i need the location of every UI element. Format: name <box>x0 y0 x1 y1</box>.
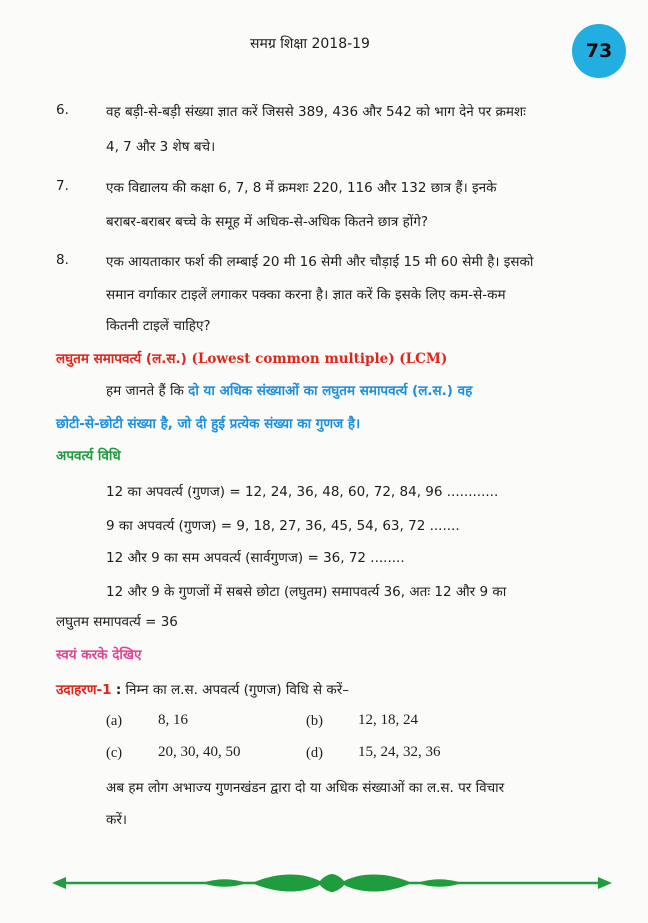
question-text-line: समान वर्गाकार टाइलें लगाकर पक्का करना है। ज्ञात करें कि इसके लिए कम-से-कम <box>106 287 506 303</box>
option-label: (d) <box>306 745 323 761</box>
option-value: 8, 16 <box>158 712 188 728</box>
definition-intro: हम जानते हैं कि <box>106 383 184 399</box>
lcm-heading <box>56 349 447 367</box>
footer-ornament-icon <box>52 868 612 898</box>
closing-line: करें। <box>106 812 128 828</box>
try-yourself-heading: स्वयं करके देखिए <box>56 647 142 663</box>
conclusion-line: 12 और 9 के गुणजों में सबसे छोटा (लघुतम) समापवर्त्य 36, अतः 12 और 9 का <box>106 584 507 600</box>
example-text: निम्न का ल.स. अपवर्त्य (गुणज) विधि से करें– <box>125 682 350 698</box>
question-number: 8. <box>56 252 69 268</box>
option-value: 15, 24, 32, 36 <box>358 744 441 760</box>
definition-highlight: दो या अधिक संख्याओं का लघुतम समापवर्त्य (ल.स.) वह <box>188 383 473 399</box>
question-text-line: बराबर-बराबर बच्चे के समूह में अधिक-से-अधिक कितने छात्र होंगे? <box>106 214 429 230</box>
multiples-line: 9 का अपवर्त्य (गुणज) = 9, 18, 27, 36, 45, 54, 63, 72 ....... <box>106 518 460 534</box>
example-colon: : <box>115 682 122 698</box>
page-header-title: समग्र शिक्षा 2018-19 <box>250 36 370 52</box>
multiples-line: 12 और 9 का सम अपवर्त्य (सार्वगुणज) = 36, 72 ........ <box>106 550 405 566</box>
lcm-heading-hindi: लघुतम समापवर्त्य (ल.स.) <box>56 351 187 367</box>
question-text-line: एक आयताकार फर्श की लम्बाई 20 मी 16 सेमी और चौड़ाई 15 मी 60 सेमी है। इसको <box>106 254 534 270</box>
question-text-line: एक विद्यालय की कक्षा 6, 7, 8 में क्रमशः 220, 116 और 132 छात्र हैं। इनके <box>106 180 497 196</box>
option-label: (b) <box>306 713 323 729</box>
definition-highlight: छोटी-से-छोटी संख्या है, जो दी हुई प्रत्येक संख्या का गुणज है। <box>56 416 361 432</box>
question-number: 7. <box>56 178 69 194</box>
option-value: 20, 30, 40, 50 <box>158 744 241 760</box>
question-text-line: कितनी टाइलें चाहिए? <box>106 318 211 334</box>
lcm-heading-english: (Lowest common multiple) (LCM) <box>191 351 448 367</box>
definition-line <box>106 381 472 399</box>
method-heading: अपवर्त्य विधि <box>56 448 121 464</box>
question-text-line: वह बड़ी-से-बड़ी संख्या ज्ञात करें जिससे 389, 436 और 542 को भाग देने पर क्रमशः <box>106 104 526 120</box>
question-text-line: 4, 7 और 3 शेष बचे। <box>106 139 216 155</box>
closing-line: अब हम लोग अभाज्य गुणनखंडन द्वारा दो या अधिक संख्याओं का ल.स. पर विचार <box>106 780 505 796</box>
conclusion-line: लघुतम समापवर्त्य = 36 <box>56 614 178 630</box>
option-label: (c) <box>106 745 123 761</box>
question-number: 6. <box>56 102 69 118</box>
option-label: (a) <box>106 713 123 729</box>
page-number-badge: 73 <box>572 24 626 78</box>
option-value: 12, 18, 24 <box>358 712 418 728</box>
multiples-line: 12 का अपवर्त्य (गुणज) = 12, 24, 36, 48, 60, 72, 84, 96 ............ <box>106 484 499 500</box>
example-line <box>56 680 349 698</box>
example-label: उदाहरण-1 <box>56 682 112 698</box>
